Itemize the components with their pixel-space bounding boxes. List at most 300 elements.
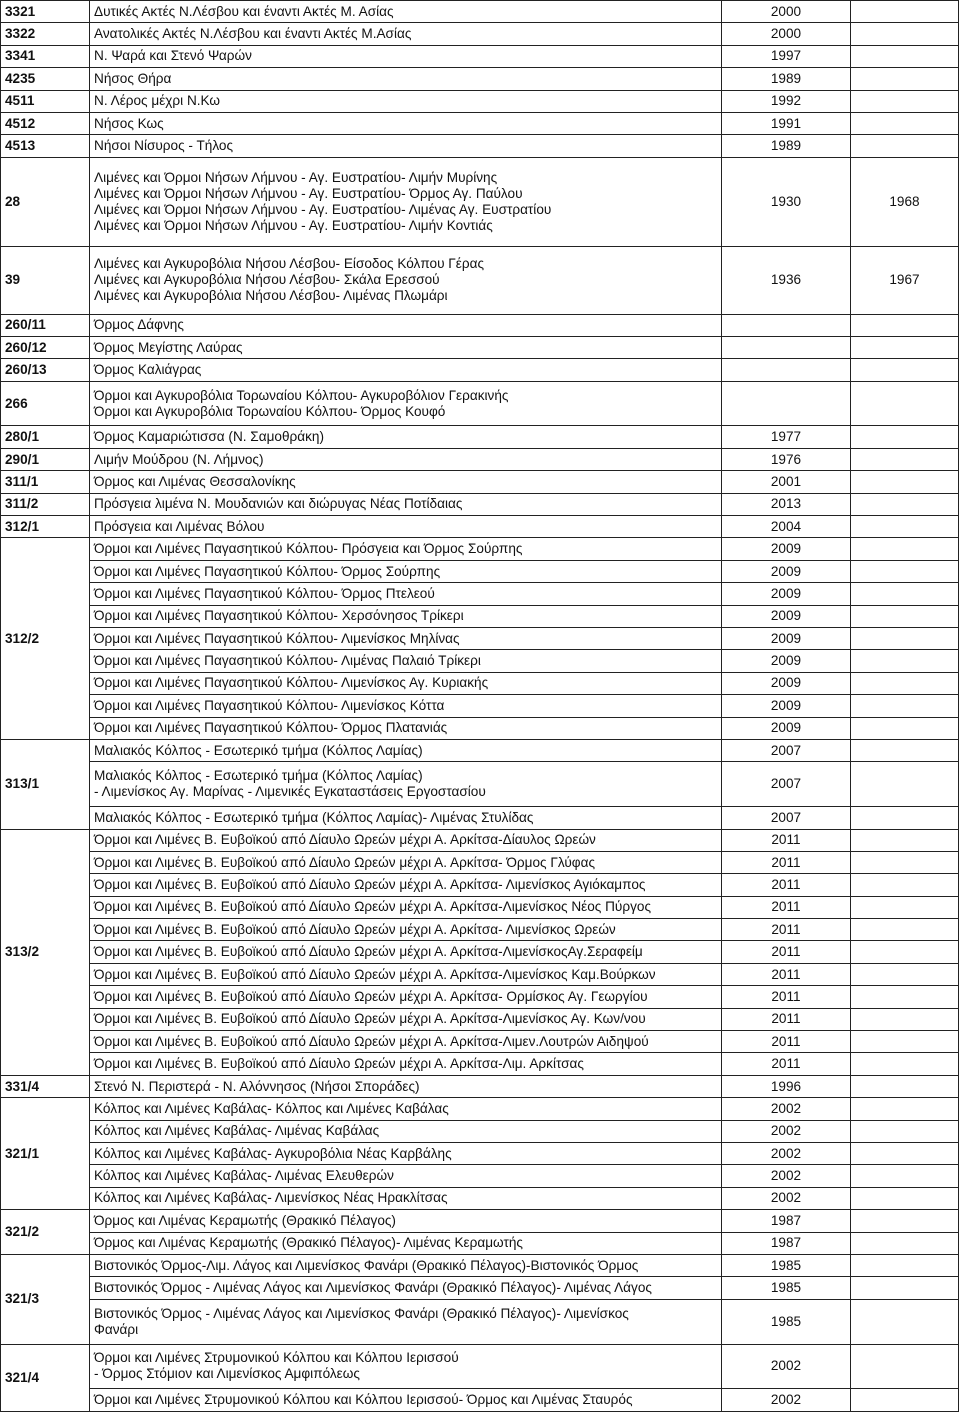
edition-year-cell: 1987 [722,1232,851,1254]
chart-code-cell: 39 [1,247,90,314]
description-line: Κόλπος και Λιμένες Καβάλας- Λιμενίσκος Νέας Ηρακλίτσας [94,1190,448,1206]
table-row [1,1098,959,1120]
extra-year-cell [851,1210,959,1232]
edition-year-cell: 2009 [722,605,851,627]
description-cell [90,1053,722,1075]
edition-year-cell: 2011 [722,919,851,941]
edition-year-cell [722,381,851,426]
chart-code-cell: 3321 [1,1,90,23]
extra-year-cell [851,986,959,1008]
description-cell [90,1210,722,1232]
table-row [1,247,959,314]
description-line: Όρμοι και Λιμένες Β. Ευβοϊκού από Δίαυλο Ωρεών μέχρι Α. Αρκίτσα- Όρμος Γλύφας [94,854,595,870]
description-line: Βιστονικός Όρμος - Λιμένας Λάγος και Λιμενίσκος Φανάρι (Θρακικό Πέλαγος)- Λιμένας Λάγος [94,1280,652,1296]
edition-year-cell: 1989 [722,68,851,90]
description-cell [90,1389,722,1411]
description-line: Λιμένες και Όρμοι Νήσων Λήμνου - Αγ. Ευστρατίου- Λιμένας Αγ. Ευστρατίου [94,202,552,218]
chart-code-cell: 260/12 [1,336,90,358]
description-line: Λιμένες και Όρμοι Νήσων Λήμνου - Αγ. Ευστρατίου- Λιμήν Κοντιάς [94,218,493,234]
description-line: Όρμοι και Λιμένες Β. Ευβοϊκού από Δίαυλο Ωρεών μέχρι Α. Αρκίτσα-Λιμενίσκος Νέος Πύργος [94,899,651,915]
description-line: Πρόσγεια και Λιμένας Βόλου [94,518,265,534]
table-row [1,941,959,963]
description-cell [90,941,722,963]
extra-year-cell [851,1299,959,1344]
edition-year-cell: 1987 [722,1210,851,1232]
extra-year-cell [851,1008,959,1030]
extra-year-cell [851,762,959,807]
edition-year-cell: 1991 [722,112,851,134]
edition-year-cell: 2009 [722,672,851,694]
extra-year-cell [851,538,959,560]
description-line: Όρμος Μεγίστης Λαύρας [94,339,243,355]
chart-code-cell: 313/2 [1,829,90,1075]
chart-code-cell: 312/1 [1,516,90,538]
extra-year-cell [851,739,959,761]
extra-year-cell [851,672,959,694]
extra-year-cell [851,1389,959,1411]
table-row [1,963,959,985]
edition-year-cell: 2011 [722,874,851,896]
edition-year-cell: 2000 [722,1,851,23]
edition-year-cell: 2002 [722,1165,851,1187]
description-cell [90,516,722,538]
table-row [1,1165,959,1187]
edition-year-cell: 2009 [722,538,851,560]
table-row [1,1008,959,1030]
description-line: Όρμοι και Λιμένες Β. Ευβοϊκού από Δίαυλο Ωρεών μέχρι Α. Αρκίτσα- Ορμίσκος Αγ. Γεωργίου [94,988,648,1004]
description-line: Λιμήν Μούδρου (Ν. Λήμνος) [94,451,264,467]
edition-year-cell: 2001 [722,471,851,493]
description-line: Μαλιακός Κόλπος - Εσωτερικό τμήμα (Κόλπος Λαμίας) [94,742,423,758]
table-row [1,135,959,157]
description-line: Βιστονικός Όρμος - Λιμένας Λάγος και Λιμενίσκος Φανάρι (Θρακικό Πέλαγος)- Λιμενίσκος [94,1305,629,1321]
description-cell [90,1232,722,1254]
description-line: Μαλιακός Κόλπος - Εσωτερικό τμήμα (Κόλπος Λαμίας) [94,768,423,784]
description-line: Λιμένες και Όρμοι Νήσων Λήμνου - Αγ. Ευστρατίου- Λιμήν Μυρίνης [94,170,498,186]
description-cell [90,963,722,985]
description-cell [90,672,722,694]
description-cell [90,919,722,941]
second-year-cell [851,471,959,493]
description-line: Όρμοι και Λιμένες Β. Ευβοϊκού από Δίαυλο Ωρεών μέχρι Α. Αρκίτσα-Λιμενίσκος Καμ.Βούρκων [94,966,656,982]
second-year-cell [851,68,959,90]
extra-year-cell [851,695,959,717]
table-row [1,538,959,560]
description-line: Λιμένες και Αγκυροβόλια Νήσου Λέσβου- Λιμένας Πλωμάρι [94,288,448,304]
description-cell [90,986,722,1008]
edition-year-cell: 1977 [722,426,851,448]
second-year-cell [851,23,959,45]
table-row [1,157,959,247]
description-cell [90,381,722,426]
table-row [1,448,959,470]
extra-year-cell [851,650,959,672]
second-year-cell [851,314,959,336]
table-row [1,1120,959,1142]
chart-code-cell: 3341 [1,45,90,67]
description-line: Κόλπος και Λιμένες Καβάλας- Αγκυροβόλια Νέας Καρβάλης [94,1145,452,1161]
table-row [1,695,959,717]
edition-year-cell: 2011 [722,829,851,851]
chart-code-cell: 4512 [1,112,90,134]
extra-year-cell [851,851,959,873]
description-line: Όρμοι και Λιμένες Παγασητικού Κόλπου- Όρμος Πτελεού [94,585,435,601]
edition-year-cell: 2011 [722,986,851,1008]
chart-code-cell: 321/2 [1,1210,90,1255]
table-row [1,739,959,761]
description-cell [90,1098,722,1120]
description-cell [90,628,722,650]
edition-year-cell: 2011 [722,1031,851,1053]
edition-year-cell: 2011 [722,963,851,985]
description-line: Όρμος Δάφνης [94,317,184,333]
second-year-cell [851,45,959,67]
description-line: Όρμοι και Λιμένες Β. Ευβοϊκού από Δίαυλο Ωρεών μέχρι Α. Αρκίτσα-Λιμεν.Λουτρών Αιδηψού [94,1033,649,1049]
description-line: Όρμοι και Λιμένες Β. Ευβοϊκού από Δίαυλο Ωρεών μέχρι Α. Αρκίτσα-Λιμ. Αρκίτσας [94,1056,584,1072]
description-line: Μαλιακός Κόλπος - Εσωτερικό τμήμα (Κόλπος Λαμίας)- Λιμένας Στυλίδας [94,809,534,825]
edition-year-cell: 2011 [722,941,851,963]
table-row [1,359,959,381]
description-cell [90,68,722,90]
extra-year-cell [851,1031,959,1053]
edition-year-cell [722,314,851,336]
table-row [1,986,959,1008]
description-cell [90,1120,722,1142]
chart-code-cell: 260/11 [1,314,90,336]
extra-year-cell [851,919,959,941]
description-line: Όρμοι και Λιμένες Β. Ευβοϊκού από Δίαυλο Ωρεών μέχρι Α. Αρκίτσα- Λιμενίσκος Αγιόκαμπος [94,877,646,892]
second-year-cell [851,1,959,23]
description-line: Όρμοι και Λιμένες Β. Ευβοϊκού από Δίαυλο Ωρεών μέχρι Α. Αρκίτσα-Λιμενίσκος Αγ. Κων/νου [94,1011,646,1027]
description-line: Όρμος και Λιμένας Κεραμωτής (Θρακικό Πέλαγος) [94,1212,396,1228]
description-cell [90,359,722,381]
second-year-cell [851,135,959,157]
extra-year-cell [851,874,959,896]
table-row [1,1075,959,1097]
description-cell [90,1254,722,1276]
table-row [1,381,959,426]
description-line: Λιμένες και Όρμοι Νήσων Λήμνου - Αγ. Ευστρατίου- Όρμος Αγ. Παύλου [94,186,523,202]
description-line: Όρμος Καλιάγρας [94,361,202,377]
table-row [1,672,959,694]
second-year-cell [851,448,959,470]
edition-year-cell: 2007 [722,807,851,829]
description-cell [90,471,722,493]
description-line: Δυτικές Ακτές Ν.Λέσβου και έναντι Ακτές Μ. Ασίας [94,3,394,19]
second-year-cell [851,493,959,515]
table-row [1,628,959,650]
table-row [1,650,959,672]
extra-year-cell [851,1143,959,1165]
edition-year-cell: 2011 [722,1053,851,1075]
table-row [1,516,959,538]
extra-year-cell [851,1344,959,1389]
table-row [1,851,959,873]
edition-year-cell: 2009 [722,717,851,739]
edition-year-cell: 1985 [722,1277,851,1299]
chart-code-cell: 312/2 [1,538,90,740]
description-line: Όρμοι και Αγκυροβόλια Τορωναίου Κόλπου- Όρμος Κουφό [94,403,446,419]
description-line: Φανάρι [94,1321,139,1337]
description-line: Νήσος Θήρα [94,70,172,86]
chart-code-cell: 28 [1,157,90,247]
edition-year-cell: 2009 [722,560,851,582]
extra-year-cell [851,941,959,963]
table-row [1,1210,959,1232]
edition-year-cell [722,336,851,358]
table-row [1,1143,959,1165]
second-year-cell [851,1075,959,1097]
edition-year-cell: 2007 [722,739,851,761]
chart-code-cell: 4513 [1,135,90,157]
edition-year-cell: 2009 [722,695,851,717]
table-row [1,1389,959,1411]
table-row [1,314,959,336]
chart-code-cell: 311/2 [1,493,90,515]
chart-code-cell: 331/4 [1,1075,90,1097]
description-cell [90,1299,722,1344]
edition-year-cell: 1996 [722,1075,851,1097]
extra-year-cell [851,963,959,985]
table-row [1,426,959,448]
table-row [1,919,959,941]
edition-year-cell: 1985 [722,1254,851,1276]
description-cell [90,538,722,560]
description-line: Βιστονικός Όρμος-Λιμ. Λάγος και Λιμενίσκος Φανάρι (Θρακικό Πέλαγος)-Βιστονικός Όρμος [94,1257,639,1273]
description-cell [90,112,722,134]
description-cell [90,762,722,807]
edition-year-cell: 2011 [722,851,851,873]
description-cell [90,45,722,67]
description-line: Νήσος Κως [94,115,164,131]
description-cell [90,829,722,851]
edition-year-cell: 2013 [722,493,851,515]
description-line: Όρμος και Λιμένας Κεραμωτής (Θρακικό Πέλαγος)- Λιμένας Κεραμωτής [94,1235,523,1251]
extra-year-cell [851,560,959,582]
second-year-cell [851,381,959,426]
description-line: Κόλπος και Λιμένες Καβάλας- Λιμένας Καβάλας [94,1123,380,1139]
chart-code-cell: 321/4 [1,1344,90,1411]
extra-year-cell [851,1254,959,1276]
description-line: Ανατολικές Ακτές Ν.Λέσβου και έναντι Ακτές Μ.Ασίας [94,26,412,42]
edition-year-cell [722,359,851,381]
chart-code-cell: 321/3 [1,1254,90,1344]
description-line: Όρμοι και Λιμένες Παγασητικού Κόλπου- Λιμενίσκος Αγ. Κυριακής [94,675,489,691]
table-row [1,23,959,45]
table-row [1,112,959,134]
extra-year-cell [851,583,959,605]
edition-year-cell: 1989 [722,135,851,157]
chart-code-cell: 280/1 [1,426,90,448]
extra-year-cell [851,1187,959,1209]
table-row [1,762,959,807]
description-cell [90,448,722,470]
description-cell [90,314,722,336]
table-row [1,1277,959,1299]
chart-code-cell: 311/1 [1,471,90,493]
description-line: Όρμοι και Λιμένες Παγασητικού Κόλπου- Χερσόνησος Τρίκερι [94,608,464,624]
description-line: Όρμοι και Λιμένες Παγασητικού Κόλπου- Λιμένας Παλαιό Τρίκερι [94,653,481,669]
table-row [1,605,959,627]
table-row [1,68,959,90]
second-year-cell: 1968 [851,157,959,247]
description-line: Όρμοι και Αγκυροβόλια Τορωναίου Κόλπου- Αγκυροβόλιον Γερακινής [94,387,509,403]
table-row [1,1187,959,1209]
table-row [1,829,959,851]
description-line: Όρμοι και Λιμένες Παγασητικού Κόλπου- Λιμενίσκος Μηλίνας [94,630,460,646]
description-cell [90,1277,722,1299]
description-line: Όρμοι και Λιμένες Β. Ευβοϊκού από Δίαυλο Ωρεών μέχρι Α. Αρκίτσα-Δίαυλος Ωρεών [94,832,596,848]
table-row [1,45,959,67]
description-cell [90,1143,722,1165]
description-line: Όρμοι και Λιμένες Στρυμονικού Κόλπου και Κόλπου Ιερισσού [94,1350,459,1366]
description-cell [90,1031,722,1053]
description-line: Όρμος και Λιμένας Θεσσαλονίκης [94,473,296,489]
extra-year-cell [851,829,959,851]
description-cell [90,896,722,918]
table-row [1,1344,959,1389]
edition-year-cell: 1976 [722,448,851,470]
edition-year-cell: 2000 [722,23,851,45]
table-row [1,583,959,605]
description-cell [90,560,722,582]
description-cell [90,739,722,761]
extra-year-cell [851,1098,959,1120]
edition-year-cell: 2002 [722,1143,851,1165]
extra-year-cell [851,628,959,650]
edition-year-cell: 2011 [722,1008,851,1030]
edition-year-cell: 1936 [722,247,851,314]
edition-year-cell: 2007 [722,762,851,807]
edition-year-cell: 1930 [722,157,851,247]
description-line: Όρμοι και Λιμένες Παγασητικού Κόλπου- Όρμος Σούρπης [94,563,441,579]
extra-year-cell [851,1053,959,1075]
description-cell [90,1165,722,1187]
description-line: Νήσοι Νίσυρος - Τήλος [94,138,234,154]
table-row [1,896,959,918]
description-line: Ν. Λέρος μέχρι Ν.Κω [94,93,221,109]
description-cell [90,90,722,112]
table-row [1,1232,959,1254]
description-cell [90,583,722,605]
edition-year-cell: 2004 [722,516,851,538]
chart-code-cell: 4235 [1,68,90,90]
extra-year-cell [851,1232,959,1254]
description-cell [90,605,722,627]
edition-year-cell: 2002 [722,1344,851,1389]
description-cell [90,1075,722,1097]
edition-year-cell: 2011 [722,896,851,918]
edition-year-cell: 2002 [722,1187,851,1209]
description-line: Όρμοι και Λιμένες Παγασητικού Κόλπου- Πρόσγεια και Όρμος Σούρπης [94,541,523,557]
description-line: Ν. Ψαρά και Στενό Ψαρών [94,48,252,64]
chart-code-cell: 4511 [1,90,90,112]
description-cell [90,874,722,896]
table-row [1,1254,959,1276]
extra-year-cell [851,1277,959,1299]
second-year-cell [851,516,959,538]
edition-year-cell: 1992 [722,90,851,112]
description-cell [90,426,722,448]
description-line: - Λιμενίσκος Αγ. Μαρίνας - Λιμενικές Εγκαταστάσεις Εργοστασίου [94,784,486,800]
description-cell [90,157,722,247]
description-line: Όρμοι και Λιμένες Παγασητικού Κόλπου- Όρμος Πλατανιάς [94,720,448,736]
description-cell [90,807,722,829]
description-cell [90,1187,722,1209]
table-row [1,807,959,829]
description-line: - Όρμος Στόμιον και Λιμενίσκος Αμφιπόλεως [94,1366,360,1382]
chart-code-cell: 313/1 [1,739,90,829]
extra-year-cell [851,1120,959,1142]
edition-year-cell: 2009 [722,650,851,672]
description-line: Όρμος Καμαριώτισσα (Ν. Σαμοθράκη) [94,429,324,445]
description-line: Λιμένες και Αγκυροβόλια Νήσου Λέσβου- Είσοδος Κόλπου Γέρας [94,256,485,272]
table-row [1,1,959,23]
table-row [1,90,959,112]
description-line: Στενό Ν. Περιστερά - Ν. Αλόννησος (Νήσοι Σποράδες) [94,1078,420,1094]
table-row [1,471,959,493]
description-cell [90,23,722,45]
description-line: Κόλπος και Λιμένες Καβάλας- Κόλπος και Λιμένες Καβάλας [94,1100,449,1116]
description-cell [90,247,722,314]
description-line: Λιμένες και Αγκυροβόλια Νήσου Λέσβου- Σκάλα Ερεσσού [94,272,440,288]
extra-year-cell [851,807,959,829]
extra-year-cell [851,605,959,627]
edition-year-cell: 2002 [722,1120,851,1142]
description-cell [90,1008,722,1030]
edition-year-cell: 1985 [722,1299,851,1344]
second-year-cell [851,112,959,134]
second-year-cell [851,359,959,381]
edition-year-cell: 1997 [722,45,851,67]
second-year-cell: 1967 [851,247,959,314]
description-cell [90,650,722,672]
description-cell [90,493,722,515]
description-cell [90,851,722,873]
description-line: Πρόσγεια λιμένα Ν. Μουδανιών και διώρυγας Νέας Ποτίδαιας [94,496,463,512]
table-row [1,1299,959,1344]
edition-year-cell: 2009 [722,628,851,650]
table-row [1,717,959,739]
extra-year-cell [851,717,959,739]
extra-year-cell [851,896,959,918]
chart-code-cell: 321/1 [1,1098,90,1210]
description-cell [90,1344,722,1389]
extra-year-cell [851,1165,959,1187]
description-cell [90,135,722,157]
table-row [1,874,959,896]
edition-year-cell: 2009 [722,583,851,605]
second-year-cell [851,426,959,448]
description-line: Όρμοι και Λιμένες Στρυμονικού Κόλπου και Κόλπου Ιερισσού- Όρμος και Λιμένας Σταυρός [94,1392,633,1408]
table-row [1,336,959,358]
table-row [1,1053,959,1075]
chart-code-cell: 260/13 [1,359,90,381]
description-cell [90,1,722,23]
description-line: Όρμοι και Λιμένες Β. Ευβοϊκού από Δίαυλο Ωρεών μέχρι Α. Αρκίτσα-ΛιμενίσκοςΑγ.Σεραφείμ [94,944,643,960]
chart-code-cell: 3322 [1,23,90,45]
description-line: Κόλπος και Λιμένες Καβάλας- Λιμένας Ελευθερών [94,1168,394,1184]
table-row [1,493,959,515]
second-year-cell [851,90,959,112]
edition-year-cell: 2002 [722,1389,851,1411]
chart-code-cell: 290/1 [1,448,90,470]
description-line: Όρμοι και Λιμένες Β. Ευβοϊκού από Δίαυλο Ωρεών μέχρι Α. Αρκίτσα- Λιμενίσκος Ωρεών [94,921,616,937]
edition-year-cell: 2002 [722,1098,851,1120]
description-cell [90,336,722,358]
chart-code-cell: 266 [1,381,90,426]
second-year-cell [851,336,959,358]
